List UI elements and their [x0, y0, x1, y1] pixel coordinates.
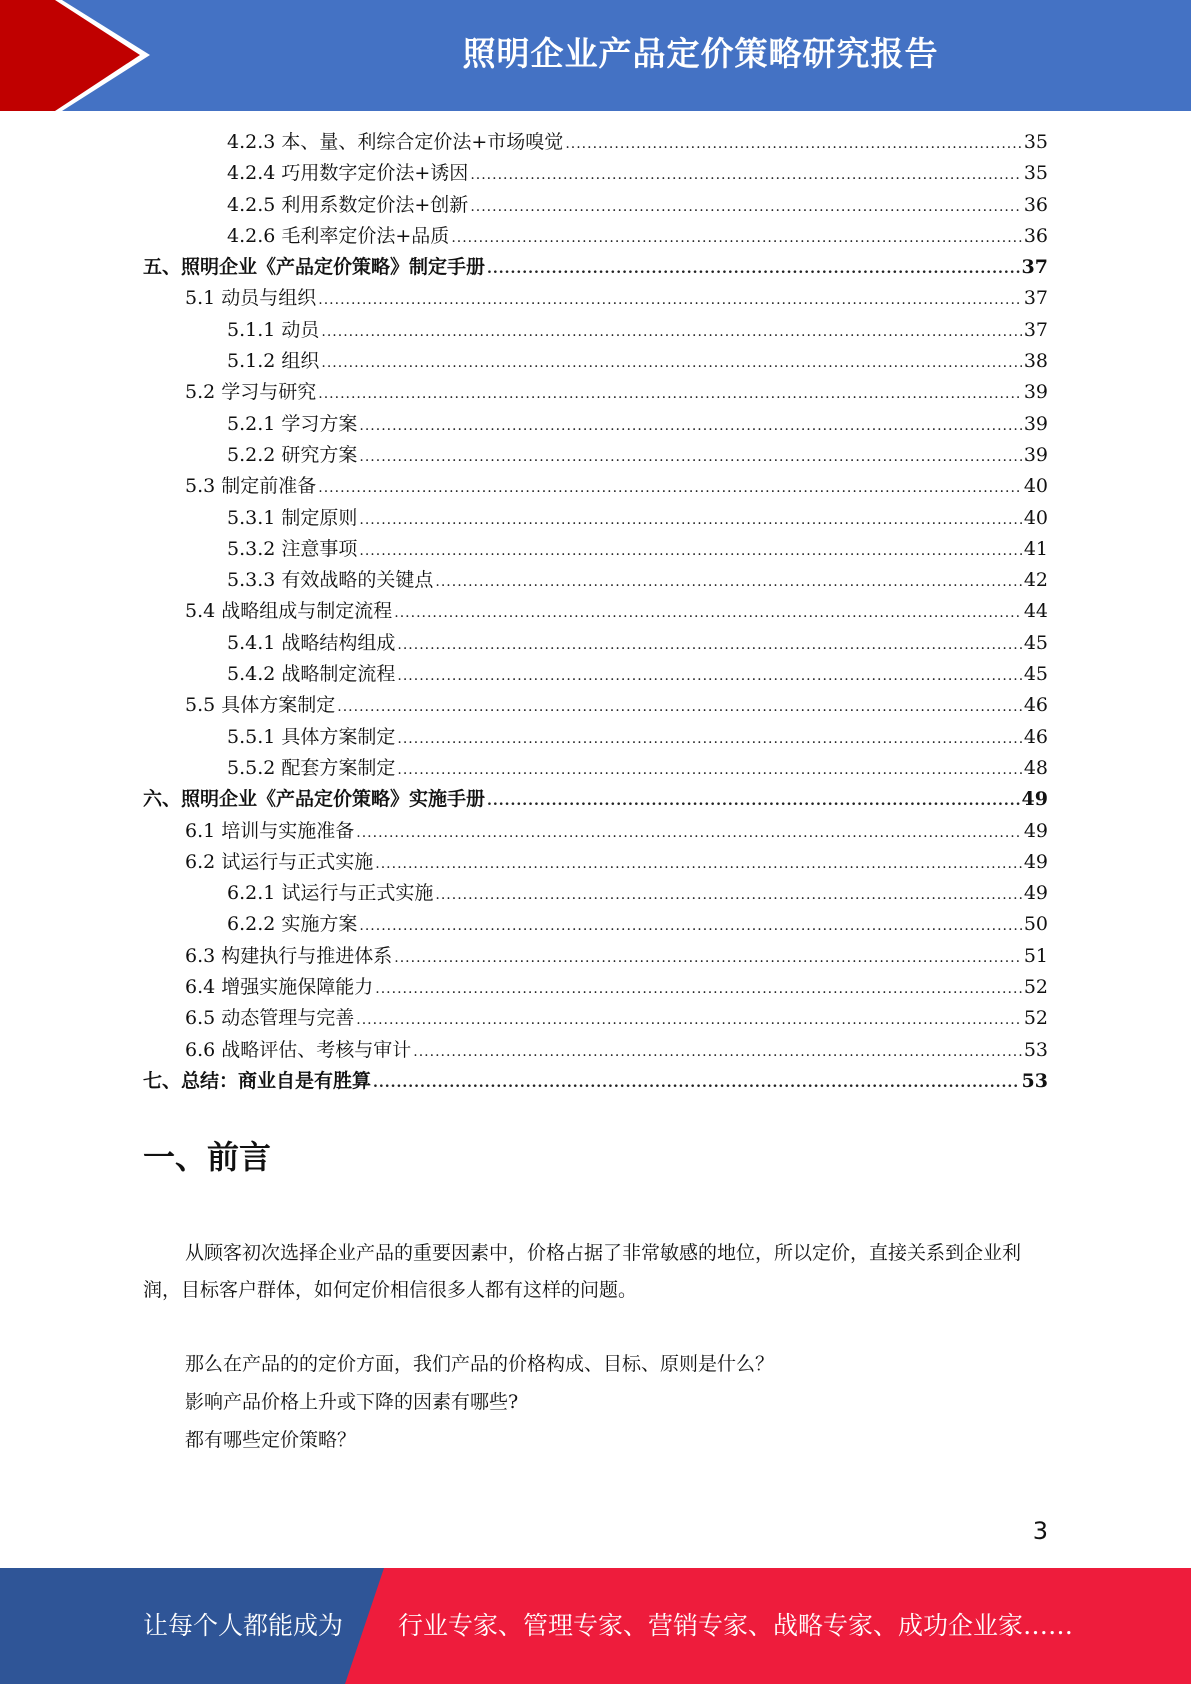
toc-entry-title: 5.5 具体方案制定 [185, 694, 336, 717]
toc-entry-page: 39 [1023, 381, 1048, 404]
toc-entry-title: 5.3.1 制定原则 [227, 506, 358, 529]
toc-leader-dots [359, 536, 1021, 567]
toc-leader-dots [359, 442, 1021, 473]
toc-entry-title: 4.2.6 毛利率定价法+品质 [227, 224, 450, 247]
toc-leader-dots [397, 661, 1021, 692]
toc-entry-title: 6.4 增强实施保障能力 [185, 976, 374, 999]
toc-entry[interactable] [143, 596, 1048, 627]
toc-entry[interactable] [143, 878, 1048, 909]
toc-leader-dots [359, 505, 1021, 536]
toc-entry[interactable] [143, 909, 1048, 940]
question-line: 影响产品价格上升或下降的因素有哪些? [185, 1391, 519, 1413]
toc-leader-dots [487, 786, 1020, 817]
toc-entry-page: 49 [1021, 788, 1048, 811]
toc-entry[interactable] [143, 972, 1048, 1003]
toc-entry-page: 40 [1023, 475, 1048, 498]
toc-entry[interactable] [143, 659, 1048, 690]
toc-entry[interactable] [143, 409, 1048, 440]
toc-entry[interactable] [143, 440, 1048, 471]
toc-leader-dots [565, 129, 1022, 160]
toc-leader-dots [375, 849, 1022, 880]
toc-entry[interactable] [143, 816, 1048, 847]
toc-entry-page: 45 [1023, 631, 1048, 654]
toc-entry-page: 37 [1021, 256, 1048, 279]
toc-entry[interactable] [143, 158, 1048, 189]
toc-entry-page: 39 [1023, 443, 1048, 466]
toc-leader-dots [318, 379, 1022, 410]
toc-leader-dots [394, 598, 1022, 629]
toc-entry[interactable] [143, 377, 1048, 408]
toc-entry-page: 46 [1023, 725, 1048, 748]
toc-entry[interactable] [143, 190, 1048, 221]
toc-entry[interactable] [143, 941, 1048, 972]
toc-entry-page: 50 [1023, 913, 1048, 936]
toc-entry[interactable] [143, 346, 1048, 377]
toc-entry[interactable] [143, 1066, 1048, 1097]
toc-entry-page: 35 [1023, 162, 1048, 185]
toc-entry[interactable] [143, 252, 1048, 283]
toc-leader-dots [359, 411, 1021, 442]
toc-entry-title: 6.2.1 试运行与正式实施 [227, 882, 434, 905]
toc-entry[interactable] [143, 722, 1048, 753]
toc-leader-dots [373, 1068, 1020, 1099]
toc-entry-page: 48 [1023, 756, 1048, 779]
toc-entry-title: 6.3 构建执行与推进体系 [185, 944, 393, 967]
toc-leader-dots [397, 724, 1021, 755]
table-of-contents [143, 127, 1048, 1097]
toc-entry[interactable] [143, 1003, 1048, 1034]
toc-leader-dots [397, 630, 1021, 661]
toc-entry-page: 49 [1023, 819, 1048, 842]
footer-slogan-right: 行业专家、管理专家、营销专家、战略专家、成功企业家…… [398, 1611, 1074, 1640]
page-number: 3 [1032, 1517, 1048, 1545]
toc-entry-page: 51 [1023, 944, 1048, 967]
toc-entry-title: 5.4.2 战略制定流程 [227, 663, 396, 686]
toc-leader-dots [470, 192, 1022, 223]
toc-leader-dots [375, 974, 1022, 1005]
toc-entry-page: 45 [1023, 663, 1048, 686]
toc-entry-title: 5.1.1 动员 [227, 318, 320, 341]
toc-leader-dots [435, 567, 1021, 598]
toc-entry-page: 49 [1023, 850, 1048, 873]
toc-entry-title: 6.5 动态管理与完善 [185, 1007, 355, 1030]
toc-leader-dots [356, 818, 1022, 849]
toc-entry[interactable] [143, 283, 1048, 314]
toc-leader-dots [321, 348, 1021, 379]
toc-leader-dots [318, 473, 1022, 504]
toc-entry-title: 5.5.1 具体方案制定 [227, 725, 396, 748]
toc-entry[interactable] [143, 753, 1048, 784]
document-title: 照明企业产品定价策略研究报告 [462, 34, 939, 73]
toc-leader-dots [356, 1005, 1022, 1036]
toc-entry-title: 4.2.4 巧用数字定价法+诱因 [227, 162, 469, 185]
toc-entry-title: 5.2.1 学习方案 [227, 412, 358, 435]
toc-entry-title: 六、照明企业《产品定价策略》实施手册 [143, 788, 486, 811]
toc-entry-page: 37 [1023, 318, 1048, 341]
toc-entry[interactable] [143, 503, 1048, 534]
toc-entry[interactable] [143, 565, 1048, 596]
toc-entry[interactable] [143, 628, 1048, 659]
toc-entry-page: 42 [1023, 569, 1048, 592]
toc-entry-title: 5.2 学习与研究 [185, 381, 317, 404]
toc-leader-dots [321, 317, 1021, 348]
toc-entry-title: 4.2.5 利用系数定价法+创新 [227, 193, 469, 216]
question-line: 那么在产品的的定价方面，我们产品的价格构成、目标、原则是什么？ [185, 1353, 775, 1375]
question-line: 都有哪些定价策略？ [185, 1429, 357, 1451]
toc-entry[interactable] [143, 1035, 1048, 1066]
footer-slogan-left: 让每个人都能成为 [143, 1611, 344, 1640]
toc-entry-title: 5.1 动员与组织 [185, 287, 317, 310]
toc-leader-dots [359, 911, 1021, 942]
toc-entry-title: 5.4 战略组成与制定流程 [185, 600, 393, 623]
toc-entry-title: 5.4.1 战略结构组成 [227, 631, 396, 654]
toc-entry[interactable] [143, 534, 1048, 565]
toc-entry[interactable] [143, 221, 1048, 252]
toc-leader-dots [435, 880, 1021, 911]
toc-entry-title: 6.1 培训与实施准备 [185, 819, 355, 842]
toc-entry[interactable] [143, 784, 1048, 815]
toc-entry-title: 4.2.3 本、量、利综合定价法+市场嗅觉 [227, 131, 564, 153]
toc-leader-dots [451, 223, 1022, 254]
toc-entry-title: 5.3 制定前准备 [185, 475, 317, 498]
toc-entry-page: 40 [1023, 506, 1048, 529]
toc-entry-page: 41 [1023, 537, 1048, 560]
toc-entry-title: 5.3.2 注意事项 [227, 537, 358, 560]
toc-entry-page: 53 [1021, 1069, 1048, 1092]
toc-entry-page: 36 [1023, 193, 1048, 216]
toc-leader-dots [487, 254, 1020, 285]
toc-leader-dots [397, 755, 1021, 786]
toc-leader-dots [318, 285, 1022, 316]
toc-entry-page: 52 [1023, 976, 1048, 999]
toc-leader-dots [413, 1037, 1022, 1068]
toc-leader-dots [337, 692, 1022, 723]
toc-entry-title: 5.1.2 组织 [227, 350, 320, 373]
toc-entry[interactable] [143, 315, 1048, 346]
toc-entry-title: 五、照明企业《产品定价策略》制定手册 [143, 256, 486, 279]
page-header [0, 0, 1191, 111]
toc-entry[interactable] [143, 690, 1048, 721]
toc-entry-title: 5.3.3 有效战略的关键点 [227, 569, 434, 592]
toc-leader-dots [394, 943, 1022, 974]
toc-entry-page: 52 [1023, 1007, 1048, 1030]
toc-entry-title: 6.2 试运行与正式实施 [185, 850, 374, 873]
page-footer [0, 1568, 1191, 1684]
toc-entry-title: 5.2.2 研究方案 [227, 443, 358, 466]
toc-leader-dots [470, 160, 1022, 191]
toc-entry-page: 39 [1023, 412, 1048, 435]
toc-entry-page: 49 [1023, 882, 1048, 905]
toc-entry-page: 46 [1023, 694, 1048, 717]
toc-entry-page: 44 [1023, 600, 1048, 623]
toc-entry-title: 七、总结：商业自是有胜算 [143, 1069, 372, 1092]
toc-entry-title: 5.5.2 配套方案制定 [227, 756, 396, 779]
toc-entry-page: 36 [1023, 224, 1048, 247]
section-heading: 一、前言 [143, 1138, 272, 1176]
toc-entry[interactable] [143, 471, 1048, 502]
preface-paragraph: 从顾客初次选择企业产品的重要因素中，价格占据了非常敏感的地位，所以定价，直接关系到企业利润，目标客户群体，如何定价相信很多人都有这样的问题。 [143, 1242, 1022, 1301]
toc-entry-page: 53 [1023, 1038, 1048, 1061]
toc-entry-title: 6.2.2 实施方案 [227, 913, 358, 936]
toc-entry-page: 35 [1023, 131, 1048, 153]
toc-entry-title: 6.6 战略评估、考核与审计 [185, 1038, 412, 1061]
toc-entry-page: 38 [1023, 350, 1048, 373]
toc-entry[interactable] [143, 847, 1048, 878]
toc-entry-page: 37 [1023, 287, 1048, 310]
toc-entry[interactable] [143, 127, 1048, 158]
